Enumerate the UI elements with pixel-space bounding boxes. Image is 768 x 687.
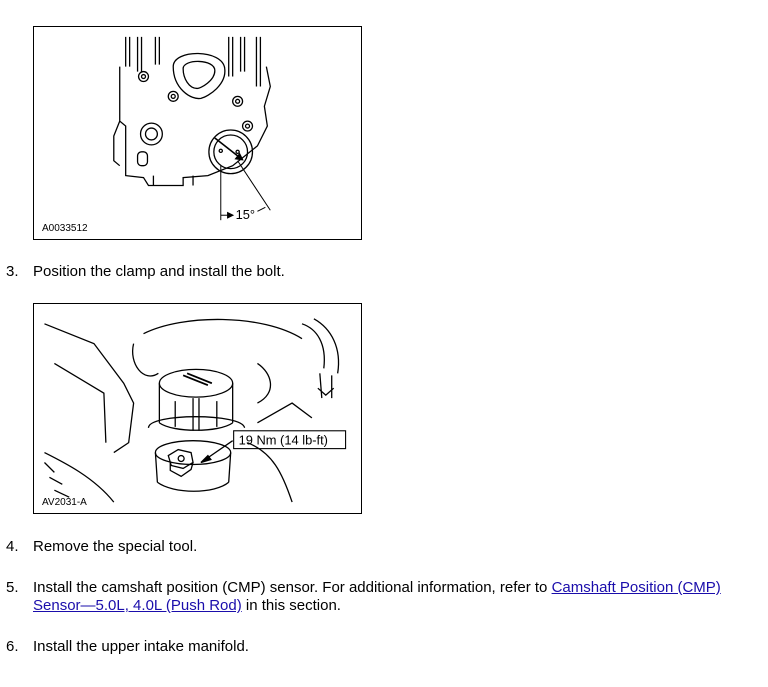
step-text-before: Install the camshaft position (CMP) sensor. For additional information, refer to bbox=[33, 579, 552, 596]
step-text bbox=[33, 579, 746, 615]
step-6 bbox=[6, 638, 746, 656]
step-text: Remove the special tool. bbox=[33, 538, 198, 555]
step-number: 3. bbox=[6, 263, 19, 280]
step-text: Position the clamp and install the bolt. bbox=[33, 263, 285, 280]
step-text: Install the upper intake manifold. bbox=[33, 638, 249, 655]
step-number: 4. bbox=[6, 538, 19, 555]
step-4 bbox=[6, 538, 746, 556]
step-number: 6. bbox=[6, 638, 19, 655]
step-text-after: in this section. bbox=[241, 597, 341, 614]
step-number: 5. bbox=[6, 579, 19, 596]
figure-id: AV2031-A bbox=[42, 497, 87, 508]
figure-engine-block bbox=[33, 26, 362, 240]
angle-label: 15° bbox=[235, 207, 256, 223]
step-5 bbox=[6, 579, 746, 615]
clamp-bolt-illustration bbox=[34, 304, 361, 513]
figure-id: A0033512 bbox=[42, 223, 88, 234]
step-3 bbox=[6, 263, 746, 281]
torque-label: 19 Nm (14 lb-ft) bbox=[238, 432, 328, 448]
engine-block-illustration bbox=[34, 27, 361, 239]
figure-clamp-bolt bbox=[33, 303, 362, 514]
cmp-sensor-link[interactable]: Camshaft Position (CMP) Sensor—5.0L, 4.0L (Push Rod) bbox=[33, 579, 721, 614]
